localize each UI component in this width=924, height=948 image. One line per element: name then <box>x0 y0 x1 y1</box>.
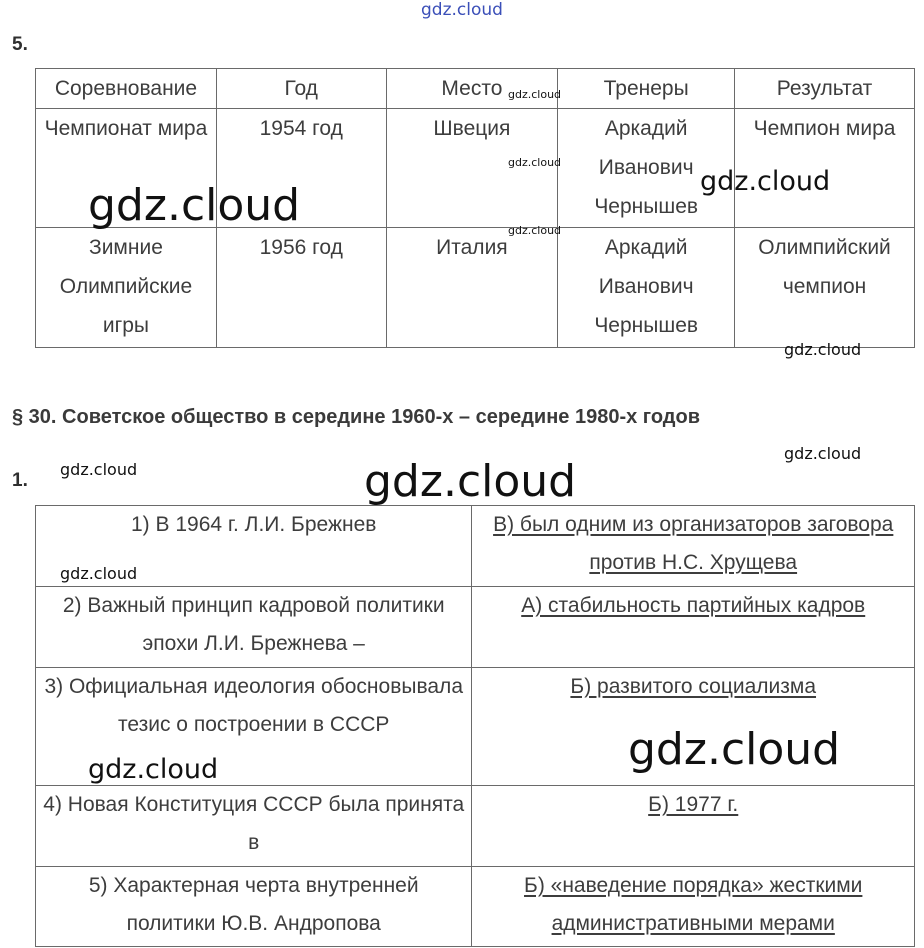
cell-year: 1956 год <box>216 228 386 348</box>
answer-cell <box>472 587 915 668</box>
cell-result: Чемпион мира <box>735 109 915 228</box>
cell-coaches: Аркадий Иванович Чернышев <box>558 109 735 228</box>
cell-place: Швеция <box>386 109 558 228</box>
watermark-text: gdz.cloud <box>508 224 562 237</box>
cell-place: Италия <box>386 228 558 348</box>
table-row <box>36 587 915 668</box>
cell-competition: Зимние Олимпийские игры <box>36 228 217 348</box>
table-header-row <box>36 69 915 109</box>
cell-coaches: Аркадий Иванович Чернышев <box>558 228 735 348</box>
watermark-text: gdz.cloud <box>784 444 862 463</box>
answer-text: Б) 1977 г. <box>648 793 739 816</box>
header-result: Результат <box>735 69 915 109</box>
question-cell: 1) В 1964 г. Л.И. Брежнев <box>36 506 472 587</box>
task-number-5: 5. <box>12 34 28 55</box>
answer-text: Б) «наведение порядка» жесткими административными мерами <box>524 874 863 935</box>
question-cell: 5) Характерная черта внутренней политики Ю.В. Андропова <box>36 867 472 947</box>
table-row <box>36 506 915 587</box>
watermark-text: gdz.cloud <box>88 754 219 785</box>
answer-cell <box>472 786 915 867</box>
table-row <box>36 867 915 947</box>
header-place: Место <box>386 69 558 109</box>
top-watermark: gdz.cloud <box>421 0 503 20</box>
header-competition: Соревнование <box>36 69 217 109</box>
watermark-text: gdz.cloud <box>364 456 577 507</box>
answer-text: Б) развитого социализма <box>570 675 817 698</box>
cell-competition: Чемпионат мира <box>36 109 217 228</box>
watermark-text: gdz.cloud <box>700 166 831 197</box>
watermark-text: gdz.cloud <box>784 340 862 359</box>
cell-result: Олимпийский чемпион <box>735 228 915 348</box>
watermark-text: gdz.cloud <box>508 88 562 101</box>
watermark-text: gdz.cloud <box>60 564 138 583</box>
cell-year: 1954 год <box>216 109 386 228</box>
question-cell: 2) Важный принцип кадровой политики эпохи Л.И. Брежнева – <box>36 587 472 668</box>
watermark-text: gdz.cloud <box>508 156 562 169</box>
watermark-text: gdz.cloud <box>628 724 841 775</box>
section-heading: § 30. Советское общество в середине 1960-х – середине 1980-х годов <box>12 406 701 428</box>
answer-cell <box>472 867 915 947</box>
question-cell: 3) Официальная идеология обосновывала тезис о построении в СССР <box>36 668 472 786</box>
table-row <box>36 228 915 348</box>
answer-text: В) был одним из организаторов заговора против Н.С. Хрущева <box>493 513 894 574</box>
header-coaches: Тренеры <box>558 69 735 109</box>
watermark-text: gdz.cloud <box>60 460 138 479</box>
header-year: Год <box>216 69 386 109</box>
answer-cell <box>472 506 915 587</box>
question-cell: 4) Новая Конституция СССР была принята в <box>36 786 472 867</box>
answer-text: А) стабильность партийных кадров <box>521 594 866 617</box>
table-row <box>36 786 915 867</box>
task-number-1: 1. <box>12 470 28 491</box>
watermark-text: gdz.cloud <box>88 180 301 231</box>
